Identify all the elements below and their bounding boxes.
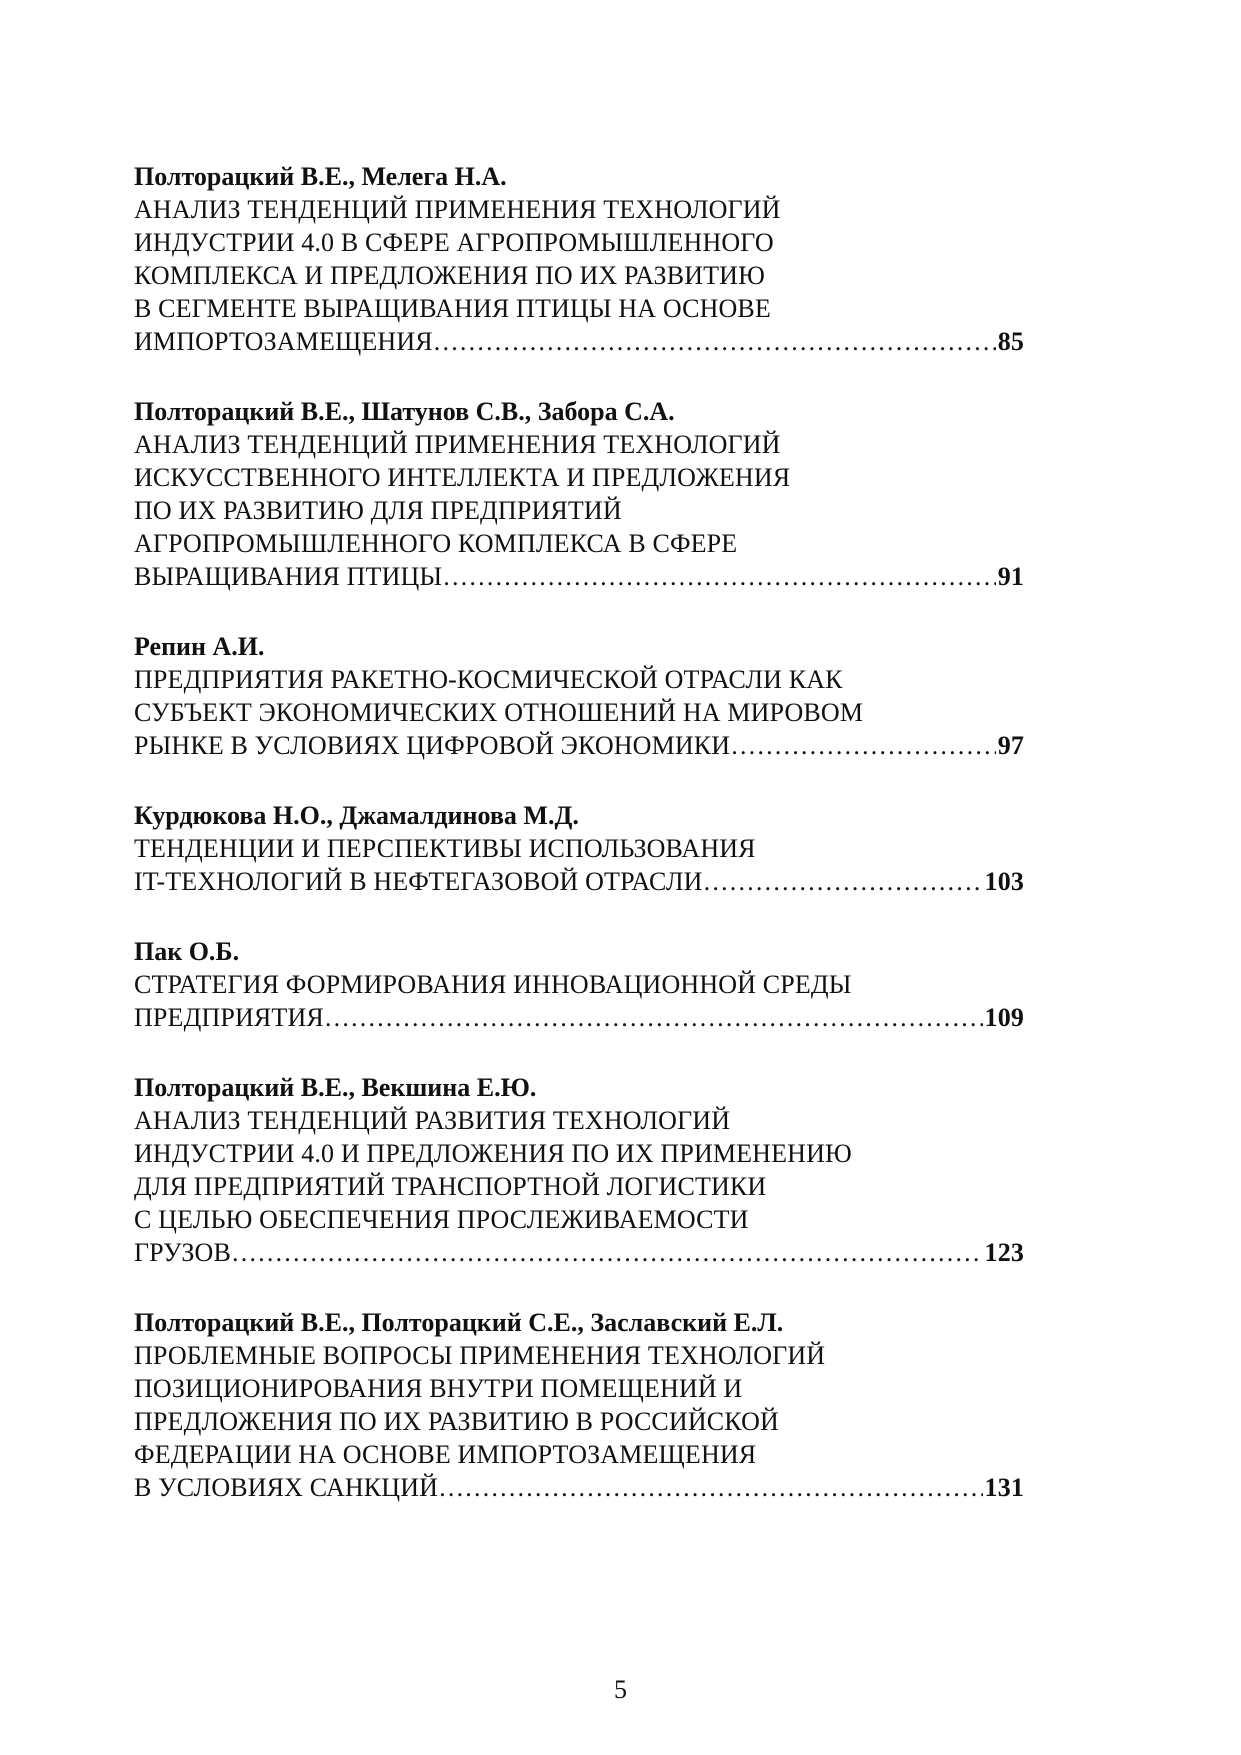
entry-title-line: В СЕГМЕНТЕ ВЫРАЩИВАНИЯ ПТИЦЫ НА ОСНОВЕ [134, 294, 771, 323]
entry-title-line: АНАЛИЗ ТЕНДЕНЦИЙ РАЗВИТИЯ ТЕХНОЛОГИЙ [134, 1106, 731, 1135]
entry-title-last-line [134, 1236, 1024, 1269]
toc-entry[interactable] [134, 160, 1024, 358]
entry-title-line: ПО ИХ РАЗВИТИЮ ДЛЯ ПРЕДПРИЯТИЙ [134, 496, 622, 525]
entry-authors: Репин А.И. [134, 632, 265, 661]
entry-title-last-line [134, 1001, 1024, 1034]
dot-leader [231, 1236, 983, 1269]
dot-leader [442, 560, 995, 593]
entry-title-text: ПРЕДПРИЯТИЯ [134, 1003, 324, 1032]
entry-title-line: АНАЛИЗ ТЕНДЕНЦИЙ ПРИМЕНЕНИЯ ТЕХНОЛОГИЙ [134, 430, 781, 459]
entry-authors: Пак О.Б. [134, 937, 240, 966]
entry-title-text: РЫНКЕ В УСЛОВИЯХ ЦИФРОВОЙ ЭКОНОМИКИ [134, 731, 731, 760]
toc-entry[interactable] [134, 799, 1024, 898]
entry-page-number[interactable]: 109 [984, 1003, 1024, 1032]
entry-title-line: ПРОБЛЕМНЫЕ ВОПРОСЫ ПРИМЕНЕНИЯ ТЕХНОЛОГИЙ [134, 1341, 826, 1370]
toc-entry[interactable] [134, 630, 1024, 762]
entry-title-line: СУБЪЕКТ ЭКОНОМИЧЕСКИХ ОТНОШЕНИЙ НА МИРОВОМ [134, 698, 864, 727]
entry-authors: Полторацкий В.Е., Полторацкий С.Е., Заславский Е.Л. [134, 1308, 784, 1337]
entry-authors: Курдюкова Н.О., Джамалдинова М.Д. [134, 801, 579, 830]
entry-authors: Полторацкий В.Е., Мелега Н.А. [134, 162, 507, 191]
entry-title-text: IT-ТЕХНОЛОГИЙ В НЕФТЕГАЗОВОЙ ОТРАСЛИ [134, 867, 703, 896]
entry-title-text: ИМПОРТОЗАМЕЩЕНИЯ [134, 327, 433, 356]
dot-leader [703, 865, 983, 898]
entry-title-last-line [134, 729, 1024, 762]
dot-leader [438, 1471, 982, 1504]
entry-title-line: ИНДУСТРИИ 4.0 И ПРЕДЛОЖЕНИЯ ПО ИХ ПРИМЕНЕНИЮ [134, 1139, 852, 1168]
entry-title-line: АГРОПРОМЫШЛЕННОГО КОМПЛЕКСА В СФЕРЕ [134, 529, 738, 558]
table-of-contents [134, 160, 1024, 1541]
toc-entry[interactable] [134, 395, 1024, 593]
entry-title-line: ДЛЯ ПРЕДПРИЯТИЙ ТРАНСПОРТНОЙ ЛОГИСТИКИ [134, 1172, 767, 1201]
entry-title-last-line [134, 325, 1024, 358]
dot-leader [433, 325, 996, 358]
entry-page-number[interactable]: 103 [984, 867, 1024, 896]
entry-title-last-line [134, 1471, 1024, 1504]
entry-title-last-line [134, 865, 1024, 898]
dot-leader [730, 729, 995, 762]
entry-title-line: ПОЗИЦИОНИРОВАНИЯ ВНУТРИ ПОМЕЩЕНИЙ И [134, 1374, 743, 1403]
entry-title-line: ПРЕДЛОЖЕНИЯ ПО ИХ РАЗВИТИЮ В РОССИЙСКОЙ [134, 1407, 779, 1436]
entry-title-line: ИНДУСТРИИ 4.0 В СФЕРЕ АГРОПРОМЫШЛЕННОГО [134, 228, 774, 257]
toc-entry[interactable] [134, 1071, 1024, 1269]
entry-title-line: ФЕДЕРАЦИИ НА ОСНОВЕ ИМПОРТОЗАМЕЩЕНИЯ [134, 1440, 757, 1469]
entry-title-last-line [134, 560, 1024, 593]
entry-page-number[interactable]: 91 [997, 562, 1024, 591]
entry-title-line: ПРЕДПРИЯТИЯ РАКЕТНО-КОСМИЧЕСКОЙ ОТРАСЛИ КАК [134, 665, 843, 694]
entry-page-number[interactable]: 123 [984, 1238, 1024, 1267]
entry-title-text: ВЫРАЩИВАНИЯ ПТИЦЫ [134, 562, 443, 591]
toc-entry[interactable] [134, 935, 1024, 1034]
entry-title-text: В УСЛОВИЯХ САНКЦИЙ [134, 1473, 439, 1502]
entry-title-text: ГРУЗОВ [134, 1238, 231, 1267]
toc-entry[interactable] [134, 1306, 1024, 1504]
page-number: 5 [614, 1675, 627, 1704]
entry-authors: Полторацкий В.Е., Векшина Е.Ю. [134, 1073, 537, 1102]
dot-leader [324, 1001, 983, 1034]
entry-page-number[interactable]: 131 [984, 1473, 1024, 1502]
entry-title-line: ИСКУССТВЕННОГО ИНТЕЛЛЕКТА И ПРЕДЛОЖЕНИЯ [134, 463, 791, 492]
entry-page-number[interactable]: 97 [997, 731, 1024, 760]
entry-title-line: ТЕНДЕНЦИИ И ПЕРСПЕКТИВЫ ИСПОЛЬЗОВАНИЯ [134, 834, 756, 863]
entry-title-line: С ЦЕЛЬЮ ОБЕСПЕЧЕНИЯ ПРОСЛЕЖИВАЕМОСТИ [134, 1205, 749, 1234]
entry-page-number[interactable]: 85 [997, 327, 1024, 356]
entry-title-line: АНАЛИЗ ТЕНДЕНЦИЙ ПРИМЕНЕНИЯ ТЕХНОЛОГИЙ [134, 195, 781, 224]
entry-authors: Полторацкий В.Е., Шатунов С.В., Забора С.А. [134, 397, 675, 426]
entry-title-line: СТРАТЕГИЯ ФОРМИРОВАНИЯ ИННОВАЦИОННОЙ СРЕДЫ [134, 970, 852, 999]
entry-title-line: КОМПЛЕКСА И ПРЕДЛОЖЕНИЯ ПО ИХ РАЗВИТИЮ [134, 261, 765, 290]
